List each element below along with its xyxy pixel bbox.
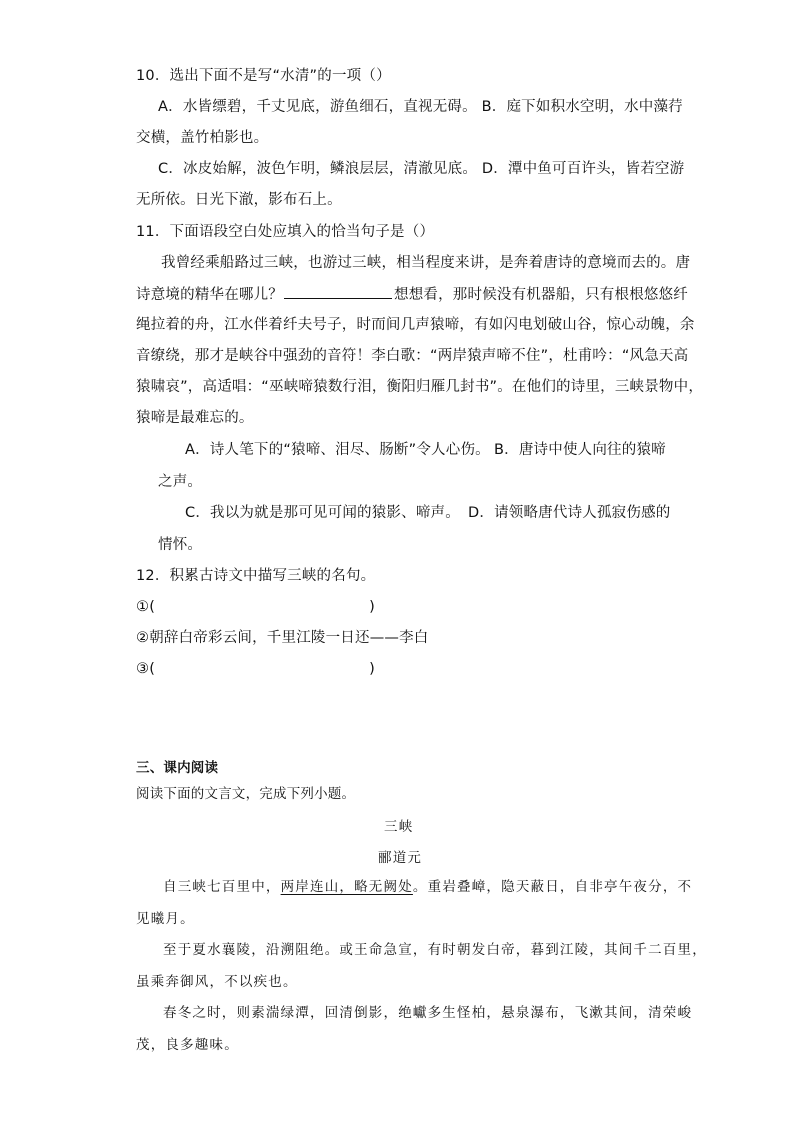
q11-option-a: A．诗人笔下的“猿啼、泪尽、肠断”令人心伤。	[185, 442, 490, 458]
q12-paren-close: )	[369, 599, 375, 615]
q10-options-c-d: C．冰皮始解，波色乍明，鳞浪层层，清澈见底。 D．潭中鱼可百许头，皆若空游	[158, 161, 685, 177]
q10-option-b-cont: 交横，盖竹柏影也。	[136, 130, 269, 146]
q12-item-number: ③	[136, 661, 150, 677]
passage-title: 三峡	[384, 819, 414, 835]
q11-passage-line: 猿啸哀”，高适唱：“巫峡啼猿数行泪，衡阳归雁几封书”。在他们的诗里，三峡景物中，	[136, 379, 704, 395]
q11-option-b-cont: 之声。	[158, 474, 203, 490]
section-instruction: 阅读下面的文言文，完成下列小题。	[136, 786, 356, 802]
q12-stem: 12．积累古诗文中描写三峡的名句。	[136, 568, 376, 584]
passage-line: 茂，良多趣味。	[136, 1037, 239, 1053]
passage-line: 见曦月。	[136, 911, 195, 927]
q11-passage-line: 我曾经乘船路过三峡，也游过三峡，相当程度来讲，是奔着唐诗的意境而去的。唐	[161, 255, 691, 271]
q11-passage-line: 绳拉着的舟，江水伴着纤夫号子，时而间几声猿啼，有如闪电划破山谷，惊心动魄，余	[136, 317, 695, 333]
q12-item-number: ①	[136, 599, 150, 615]
q12-paren-close: )	[369, 661, 375, 677]
q11-stem: 11．下面语段空白处应填入的恰当句子是（）	[136, 224, 435, 240]
q11-option-d: D．请领略唐代诗人孤寂伤感的	[468, 505, 671, 521]
q11-passage-line: 音缭绕，那才是峡谷中强劲的音符！李白歌：“两岸猿声啼不住”，杜甫吟：“风急天高	[136, 348, 689, 364]
q12-item-3	[136, 659, 375, 679]
q11-passage-line: 猿啼是最难忘的。	[136, 410, 254, 426]
q11-passage-line	[136, 284, 688, 305]
underlined-phrase: 两岸连山，略无阙处	[280, 879, 413, 895]
q11-answer-blank[interactable]	[284, 284, 392, 299]
q11-option-d-cont: 情怀。	[158, 537, 203, 553]
q10-options-a-b: A．水皆缥碧，千丈见底，游鱼细石，直视无碍。 B．庭下如积水空明，水中藻荇	[158, 99, 683, 115]
passage-line: 春冬之时，则素湍绿潭，回清倒影，绝巘多生怪柏，悬泉瀑布，飞漱其间，清荣峻	[163, 1005, 693, 1021]
passage-line: 虽乘奔御风，不以疾也。	[136, 974, 298, 990]
passage-author: 郦道元	[378, 850, 423, 866]
q12-paren-open: (	[149, 599, 156, 615]
q11-passage-text: 想想看，那时候没有机器船，只有根根悠悠纤	[394, 287, 688, 303]
passage-text: 自三峡七百里中，	[163, 879, 281, 895]
passage-line	[163, 877, 692, 897]
q11-option-c: C．我以为就是那可见可闻的猿影、啼声。	[185, 505, 460, 521]
passage-text: 。重岩叠嶂，隐天蔽日，自非亭午夜分，不	[412, 879, 693, 895]
q12-item-2: ②朝辞白帝彩云间，千里江陵一日还——李白	[136, 630, 429, 646]
passage-line: 至于夏水襄陵，沿溯阻绝。或王命急宣，有时朝发白帝，暮到江陵，其间千二百里，	[163, 942, 707, 958]
q12-item-1	[136, 597, 375, 617]
q12-paren-open: (	[149, 661, 156, 677]
section-heading: 三、课内阅读	[136, 760, 219, 776]
q11-passage-text: 诗意境的精华在哪儿？	[136, 287, 283, 303]
q11-option-b: B．唐诗中使人向往的猿啼	[494, 442, 666, 458]
q10-stem: 10．选出下面不是写“水清”的一项（）	[136, 68, 391, 84]
q10-option-d-cont: 无所依。日光下澈，影布石上。	[136, 192, 342, 208]
